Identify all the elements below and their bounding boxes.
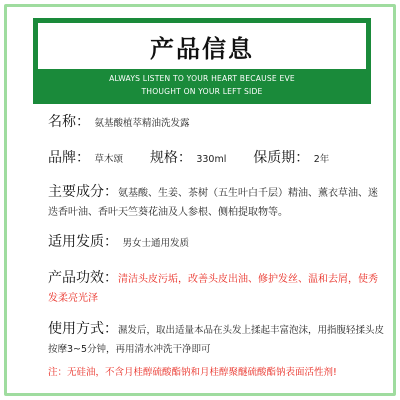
brand-value: 草木颂	[94, 154, 123, 165]
ingredients-row	[48, 183, 385, 221]
name-value: 氨基酸植萃精油洗发露	[94, 118, 190, 129]
suitable-value: 男女士通用发质	[122, 238, 189, 249]
brand-label: 品牌：	[48, 150, 90, 166]
header-title-box	[38, 23, 366, 69]
product-info-card	[4, 4, 396, 396]
ingredients-label: 主要成分：	[48, 184, 118, 200]
shelf-life-value: 2年	[313, 154, 330, 165]
efficacy-value: 清洁头皮污垢，改善头皮出油、修护发丝、温和去屑，使秀发柔亮光泽	[48, 274, 378, 304]
brand-spec-row	[48, 149, 383, 169]
header-subtitle-line2: THOUGHT ON YOUR LEFT SIDE	[141, 87, 263, 96]
usage-row	[48, 320, 385, 358]
name-label: 名称：	[48, 114, 90, 130]
usage-label: 使用方式：	[48, 321, 118, 337]
suitable-label: 适用发质：	[48, 234, 118, 250]
spec-label: 规格：	[149, 150, 192, 166]
header-subtitle	[33, 72, 371, 98]
efficacy-row	[48, 269, 385, 307]
spec-value: 330ml	[196, 154, 227, 165]
ingredients-highlight: 氨基酸、生姜、茶树（五生叶白千层）精油	[118, 188, 308, 199]
shelf-life-label: 保质期：	[253, 150, 310, 166]
footnote: 注：无硅油，不含月桂醇硫酸酯钠和月桂醇聚醚硫酸酯钠表面活性剂!	[48, 367, 337, 378]
efficacy-label: 产品功效：	[48, 270, 118, 286]
name-row	[48, 113, 383, 133]
header-subtitle-line1: ALWAYS LISTEN TO YOUR HEART BECAUSE EVE	[109, 74, 295, 83]
header-banner	[33, 18, 371, 104]
suitable-row	[48, 233, 383, 253]
usage-value: 濕发后，取出适量本品在头发上揉起丰富泡沫，用指腹轻揉头皮按摩3~5分钟，再用清水冲洗干净即可	[48, 325, 385, 355]
page-title: 产品信息	[150, 34, 254, 63]
ingredients-rest: 、薰衣草油、迷迭香叶油、香叶天竺葵花油及人参根、侧柏提取物等。	[48, 188, 378, 218]
